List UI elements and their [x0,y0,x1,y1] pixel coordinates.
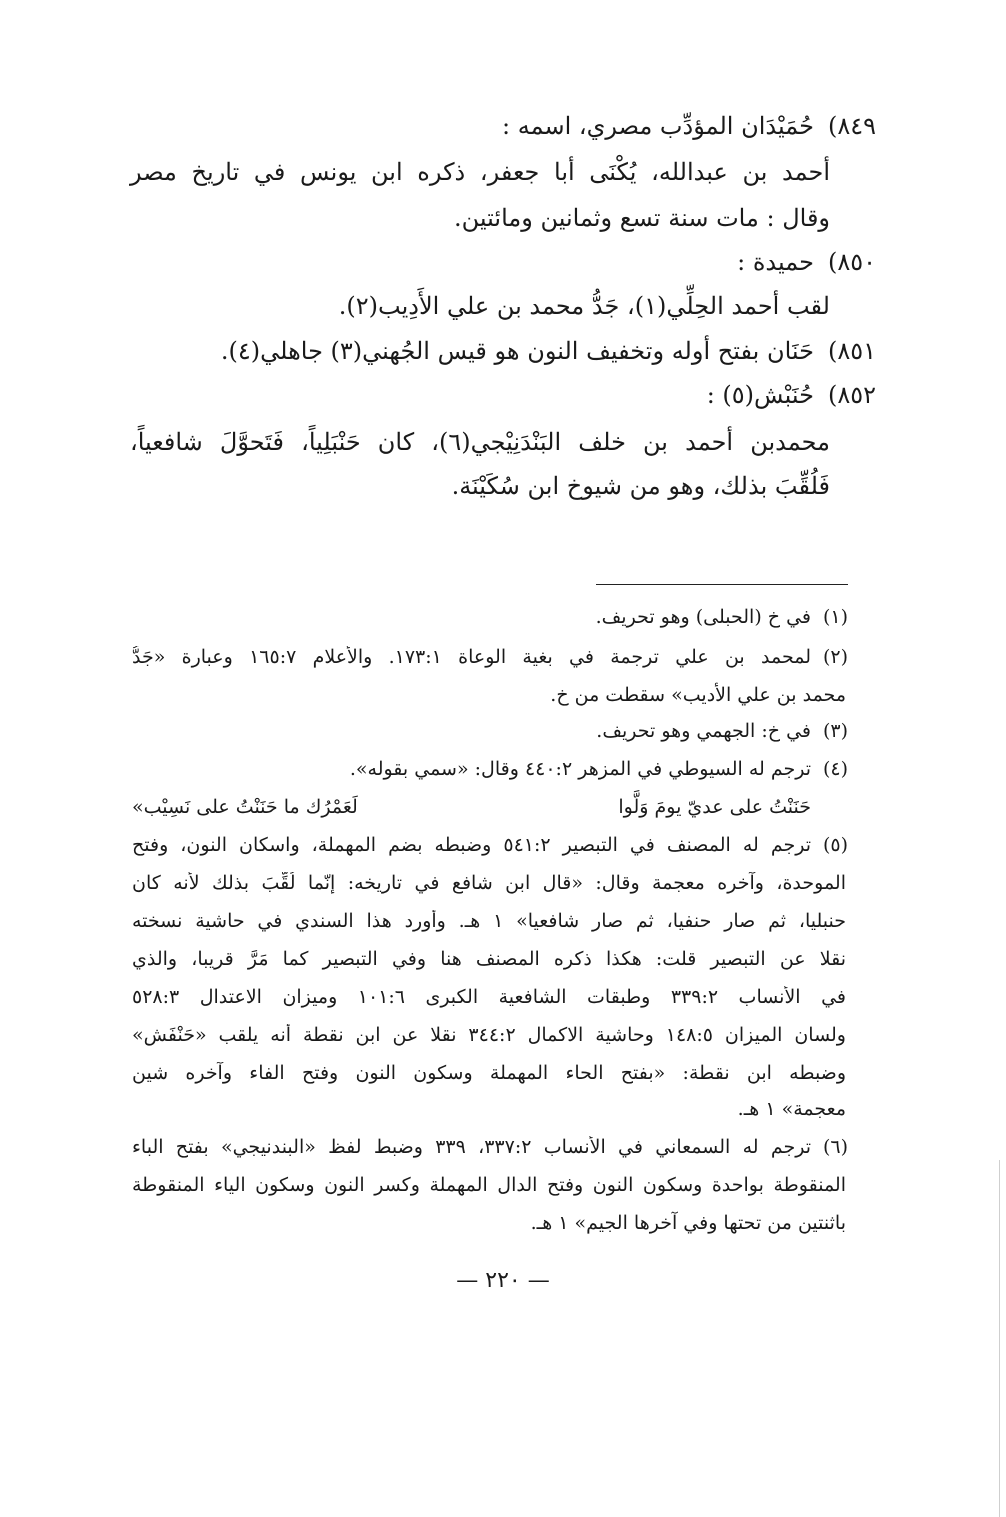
footnote-line: معجمة» ١ هـ. [737,1098,846,1120]
footnote-line: باثنتين من تحتها وفي آخرها الجيم» ١ هـ. [530,1212,846,1234]
entry-number: ٨٥١) [827,337,876,365]
entry-text-line: فَلُقِّبَ بذلك، وهو من شيوخ ابن سُكَيْنَة. [451,472,830,500]
footnote-line: نقلا عن التبصير قلت: هكذا ذكره المصنف هنا وفي التبصير كما مَرَّ قريبا، والذي [132,948,846,970]
footnote-line: وضبطه ابن نقطة: «بفتح الحاء المهملة وسكون النون وفتح الفاء وآخره شين [132,1062,846,1084]
footnote-number: (٣) [822,720,848,742]
entry-number: ٨٥٢) [827,381,876,409]
footnote-line: ترجم له المصنف في التبصير ٥٤١:٢ وضبطه بضم المهملة، واسكان النون، وفتح [132,834,811,856]
footnote-line: في خ (الحبلى) وهو تحريف. [595,606,811,628]
entry-heading [176,112,876,140]
entry-heading [176,248,876,276]
footnote-number: (٥) [822,834,848,856]
entry-text-line: وقال : مات سنة تسع وثمانين ومائتين. [454,204,830,232]
footnote-line: الموحدة، وآخره معجمة وقال: «قال ابن شافع في تاريخه: إنّما لُقِّبَ بذلك لأنه كان [132,872,846,894]
entry-title: حُنَبْش(٥) : [706,381,814,409]
footnote-number: (٤) [822,758,848,780]
entry-title: حُمَيْدَان المؤدِّب مصري، اسمه : [502,112,814,140]
entry-heading [176,381,876,409]
page-number: — ٢٢٠ — [456,1268,550,1293]
footnote-number: (٦) [822,1136,848,1158]
footnote-line: ولسان الميزان ١٤٨:٥ وحاشية الاكمال ٣٤٤:٢ نقلا عن ابن نقطة أنه يلقب «حَنْفَش» [132,1024,846,1046]
footnote-line: المنقوطة بواحدة وسكون النون وفتح الدال المهملة وكسر النون وسكون الياء المنقوطة [132,1174,846,1196]
entry-title: حَنَان بفتح أوله وتخفيف النون هو قيس الجُهني(٣) جاهلي(٤). [220,337,814,365]
entry-text-line: محمدبن أحمد بن خلف البَنْدَنِيْجي(٦)، كان حَنْبَلِياً، فَتَحوَّلَ شافعياً، [130,428,830,456]
scan-edge-line [999,1160,1000,1517]
footnote-line: حنبليا، ثم صار حنفيا، ثم صار شافعيا» ١ هـ. وأورد هذا السندي في حاشية نسخته [132,910,846,932]
verse-second-hemistich: لَعَمْرُك ما حَنَنْتُ على نَسِيْب» [132,796,358,818]
footnote-line: ترجم له السمعاني في الأنساب ٣٣٧:٢، ٣٣٩ وضبط لفظ «البندنيجي» بفتح الباء [132,1136,811,1158]
footnote-separator [596,584,848,585]
footnote-number: (١) [822,606,848,628]
footnote-number: (٢) [822,646,848,668]
entry-heading [176,337,876,365]
footnote-line: لمحمد بن علي ترجمة في بغية الوعاة ١٧٣:١. والأعلام ١٦٥:٧ وعبارة «جَدُّ [132,646,811,668]
footnote-line: ترجم له السيوطي في المزهر ٤٤٠:٢ وقال: «سمي بقوله». [349,758,811,780]
footnote-line: محمد بن علي الأديب» سقطت من خ. [550,684,846,706]
footnote-line: في الأنساب ٣٣٩:٢ وطبقات الشافعية الكبرى ١٠١:٦ وميزان الاعتدال ٥٢٨:٣ [132,986,846,1008]
footnote-line: في خ: الجهمي وهو تحريف. [596,720,811,742]
entry-text-line: لقب أحمد الحِلِّي(١)، جَدُّ محمد بن علي الأَدِيب(٢). [338,292,830,320]
entry-number: ٨٤٩) [827,112,876,140]
verse-first-hemistich: حَنَنْتُ على عديّ يومَ وَلَّوا [618,796,811,818]
entry-title: حميدة : [737,248,814,276]
entry-text-line: أحمد بن عبدالله، يُكْنَى أبا جعفر، ذكره ابن يونس في تاريخ مصر [130,158,830,186]
entry-number: ٨٥٠) [827,248,876,276]
